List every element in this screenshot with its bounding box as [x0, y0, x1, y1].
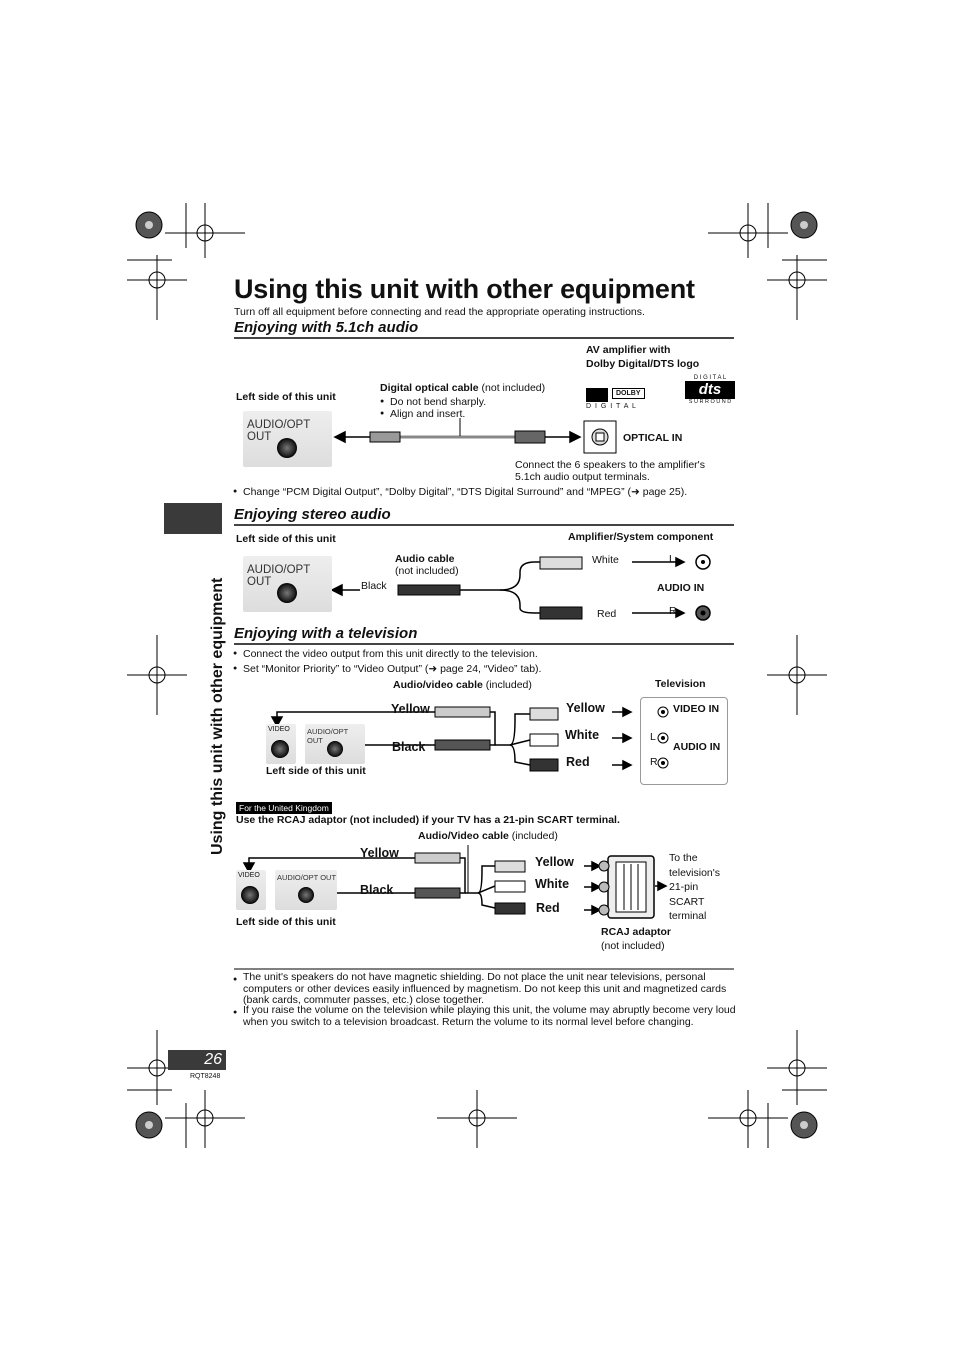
l-label: L [669, 553, 675, 565]
tv-bullet-1: ● Connect the video output from this unit directly to the television. [243, 648, 538, 660]
white-label: White [535, 877, 570, 891]
note-magnetic: ● The unit's speakers do not have magnetic shielding. Do not place the unit near televisions, personal computers or other devices easily influenced by magnetism. Do not keep this unit and magnetized cards (bank cards, commuter passes, etc.) close together. [243, 972, 737, 1007]
uk-cable-label: Audio/Video cable (included) [418, 830, 558, 842]
section-heading-tv: Enjoying with a television [234, 625, 734, 645]
connect-note-2: 5.1ch audio output terminals. [515, 471, 650, 483]
amp-label-2: Dolby Digital/DTS logo [586, 358, 700, 370]
dolby-logo: DOLBY D I G I T A L [586, 386, 652, 412]
amplifier-label: Amplifier/System component [568, 531, 714, 543]
port-label: AUDIO/OPT OUT [247, 419, 311, 443]
unit-panel: AUDIO/OPT OUT [305, 724, 365, 764]
left-side-label: Left side of this unit [236, 916, 336, 928]
l-label: L [650, 731, 656, 743]
audio-in-label: AUDIO IN [657, 582, 705, 594]
audio-in-label: AUDIO IN [673, 741, 721, 753]
note-volume: ● If you raise the volume on the television while playing this unit, the volume may abruptly become very loud when you switch to a television broadcast. Return the volume to its normal level before changing. [243, 1005, 737, 1028]
white-label: White [565, 728, 600, 742]
left-side-label: Left side of this unit [236, 391, 336, 403]
connect-note-1: Connect the 6 speakers to the amplifier's [515, 459, 705, 471]
dts-logo: D I G I T A L dts S U R R O U N D [685, 375, 735, 415]
amp-label-1: AV amplifier with [586, 344, 671, 356]
black-label: Black [392, 740, 426, 754]
optical-jack [277, 438, 297, 458]
tv-bullet-2: ● Set “Monitor Priority” to “Video Output” (➜ page 24, “Video” tab). [243, 663, 541, 675]
tip-no-bend: ● Do not bend sharply. [390, 396, 486, 408]
intro-text: Turn off all equipment before connecting and read the appropriate operating instructions. [234, 306, 645, 318]
unit-panel [243, 556, 332, 612]
red-label: Red [536, 901, 560, 915]
tip-align: ● Align and insert. [390, 408, 465, 420]
r-label: R [650, 756, 658, 768]
left-side-label: Left side of this unit [236, 533, 336, 545]
video-jack [271, 740, 289, 758]
audio-jack [277, 583, 297, 603]
uk-instruction: Use the RCAJ adaptor (not included) if your TV has a 21-pin SCART terminal. [236, 814, 620, 826]
page-number: 26 [168, 1050, 226, 1070]
black-label: Black [360, 883, 394, 897]
audio-jack [327, 741, 343, 757]
video-panel: VIDEO [266, 724, 296, 764]
scart-destination: To the television's 21-pin SCART terminal [669, 852, 721, 922]
section-heading-51ch: Enjoying with 5.1ch audio [234, 319, 734, 339]
side-tab-marker [164, 503, 222, 534]
left-side-label: Left side of this unit [266, 765, 366, 777]
video-in-label: VIDEO IN [673, 703, 720, 715]
optical-cable-label: Digital optical cable (not included) [380, 382, 546, 394]
audio-cable-label: Audio cable [395, 553, 455, 565]
video-panel: VIDEO [236, 870, 266, 910]
television-label: Television [655, 678, 706, 690]
yellow-right-label: Yellow [566, 701, 605, 715]
video-jack [241, 886, 259, 904]
port-label: AUDIO/OPT OUT [247, 564, 311, 588]
unit-panel [243, 411, 332, 467]
white-label: White [592, 554, 619, 566]
red-label: Red [597, 608, 617, 620]
audio-cable-note: (not included) [395, 565, 459, 577]
red-label: Red [566, 755, 590, 769]
section-heading-stereo: Enjoying stereo audio [234, 506, 734, 526]
rcaj-adaptor-note: (not included) [601, 940, 665, 952]
side-tab-label: Using this unit with other equipment [209, 577, 226, 855]
page-title: Using this unit with other equipment [234, 274, 695, 304]
uk-tag: For the United Kingdom [236, 802, 332, 814]
black-label: Black [361, 580, 387, 592]
yellow-left-label: Yellow [360, 846, 399, 860]
yellow-right-label: Yellow [535, 855, 574, 869]
rcaj-adaptor-label: RCAJ adaptor [601, 926, 672, 938]
audio-jack [298, 887, 314, 903]
optical-in-label: OPTICAL IN [623, 432, 683, 444]
doc-code: RQT8248 [190, 1073, 221, 1080]
unit-panel: AUDIO/OPT OUT [275, 870, 337, 910]
r-label: R [669, 605, 677, 617]
yellow-left-label: Yellow [391, 702, 430, 716]
av-cable-label: Audio/video cable (included) [393, 679, 532, 691]
change-setting-note: ● Change “PCM Digital Output”, “Dolby Digital”, “DTS Digital Surround” and “MPEG” (➜ page 25). [243, 486, 687, 498]
